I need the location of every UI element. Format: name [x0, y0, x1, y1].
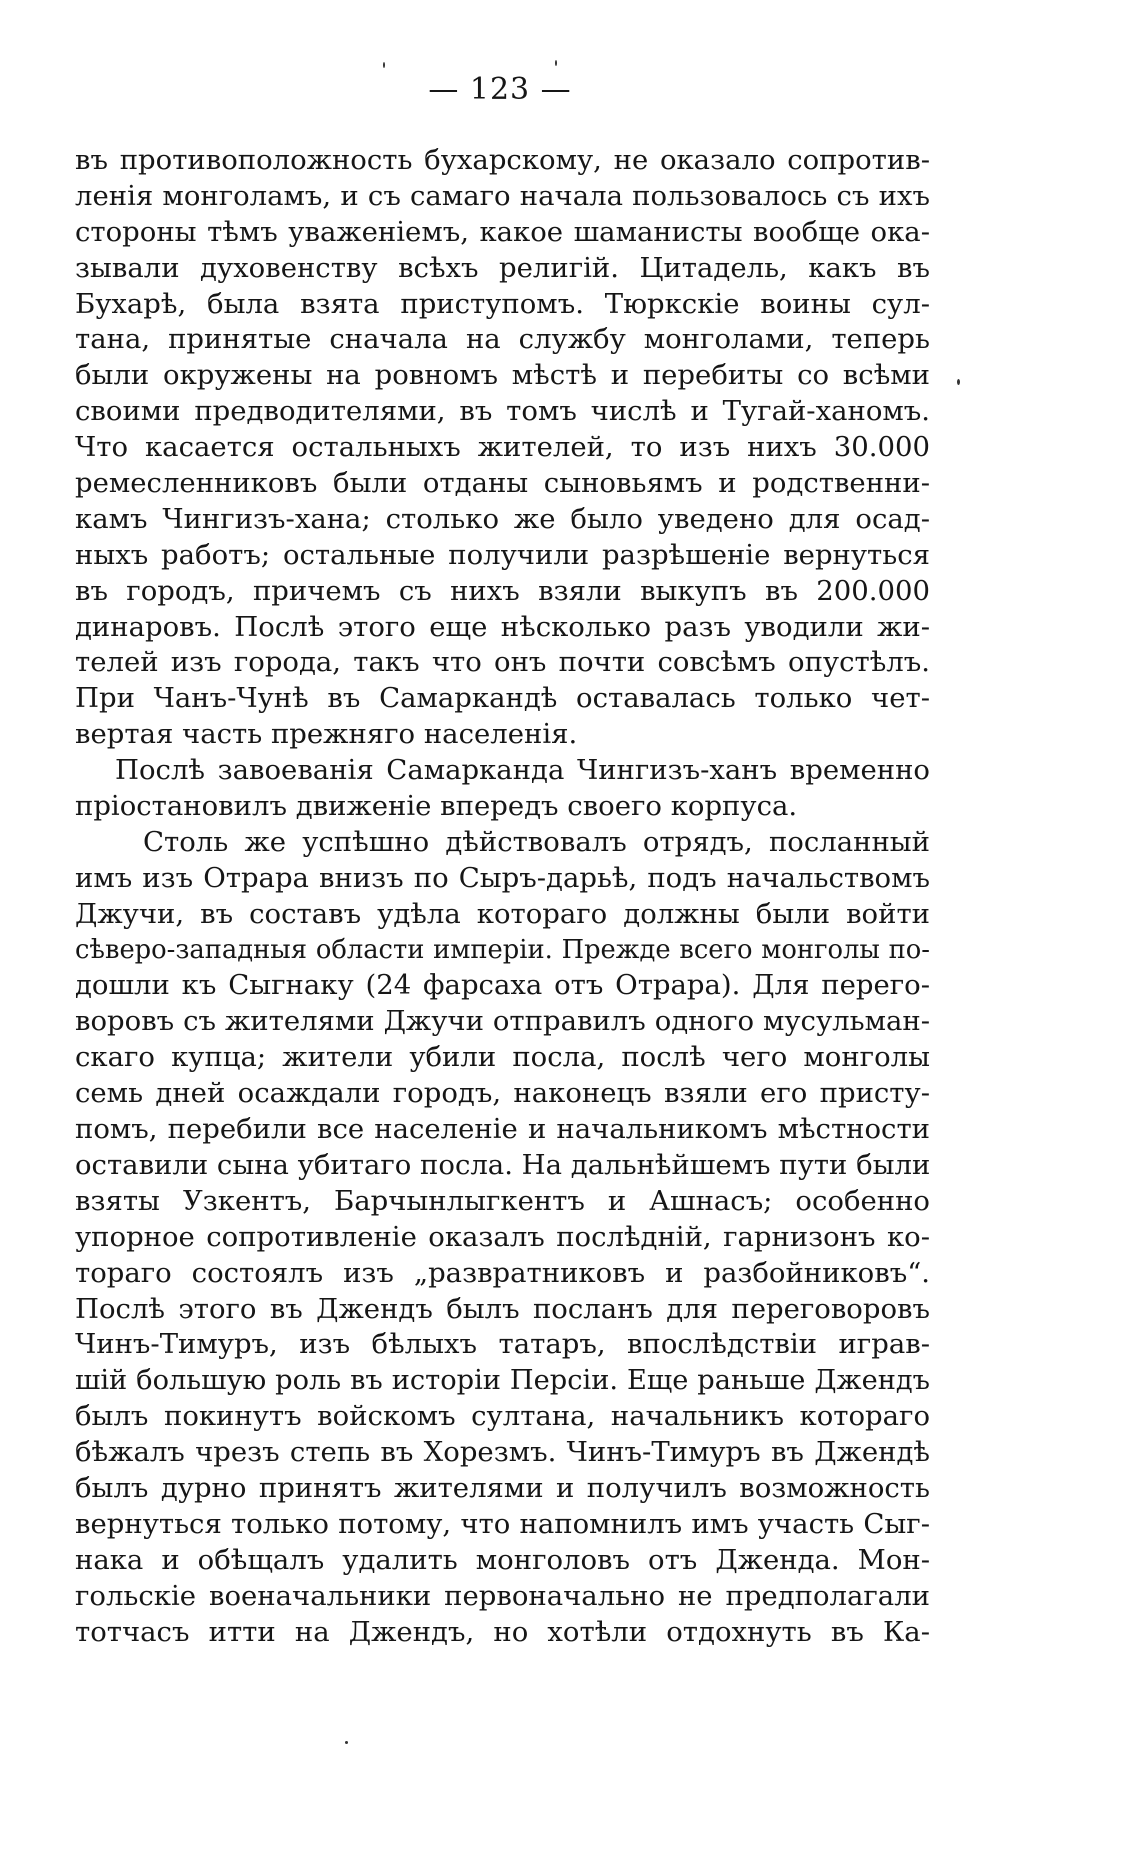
text-line: Послѣ этого въ Джендъ былъ посланъ для переговоровъ — [75, 1292, 930, 1325]
text-line: былъ покинутъ войскомъ султана, начальникъ котораго — [75, 1400, 930, 1433]
text-line: Бухарѣ, была взята приступомъ. Тюркскіе воины сул- — [75, 287, 930, 320]
body-text — [75, 143, 930, 1650]
text-line: камъ Чингизъ-хана; столько же было уведено для осад- — [75, 502, 930, 535]
text-line: телей изъ города, такъ что онъ почти совсѣмъ опустѣлъ. — [75, 646, 930, 679]
text-line: въ городъ, причемъ съ нихъ взяли выкупъ въ 200.000 — [75, 574, 930, 607]
text-line: бѣжалъ чрезъ степь въ Хорезмъ. Чинъ-Тимуръ въ Джендѣ — [75, 1436, 930, 1469]
text-line: Столь же успѣшно дѣйствовалъ отрядъ, посланный — [143, 825, 930, 858]
text-line: пріостановилъ движеніе впередъ своего корпуса. — [75, 790, 798, 823]
text-line: своими предводителями, въ томъ числѣ и Тугай-ханомъ. — [75, 395, 930, 428]
text-line: былъ дурно принятъ жителями и получилъ возможность — [75, 1471, 930, 1504]
text-line: Послѣ завоеванія Самарканда Чингизъ-ханъ временно — [115, 754, 930, 787]
text-line: скаго купца; жители убили посла, послѣ чего монголы — [75, 1041, 930, 1074]
text-line: тана, принятые сначала на службу монголами, теперь — [75, 323, 930, 356]
text-line: дошли къ Сыгнаку (24 фарсаха отъ Отрара). Для перего- — [75, 969, 930, 1002]
text-line: ныхъ работъ; остальные получили разрѣшеніе вернуться — [75, 538, 930, 571]
text-line: шій большую роль въ исторіи Персіи. Еще раньше Джендъ — [75, 1365, 930, 1397]
text-line: вернуться только потому, что напомнилъ имъ участь Сыг- — [75, 1507, 930, 1540]
scan-speck — [957, 379, 960, 385]
text-line: упорное сопротивленіе оказалъ послѣдній, гарнизонъ ко- — [75, 1220, 930, 1253]
text-line: Что касается остальныхъ жителей, то изъ нихъ 30.000 — [75, 431, 930, 464]
text-line: взяты Узкентъ, Барчынлыгкентъ и Ашнасъ; особенно — [75, 1184, 930, 1217]
text-line: ремесленниковъ были отданы сыновьямъ и родственни- — [75, 467, 930, 500]
text-line: стороны тѣмъ уваженіемъ, какое шаманисты вообще ока- — [75, 215, 930, 248]
text-line: ленія монголамъ, и съ самаго начала пользовалось съ ихъ — [75, 179, 930, 212]
text-line: были окружены на ровномъ мѣстѣ и перебиты со всѣми — [75, 359, 930, 392]
scan-speck — [345, 1741, 348, 1744]
text-line: въ противоположность бухарскому, не оказало сопротив- — [75, 144, 930, 176]
text-line: воровъ съ жителями Джучи отправилъ одного мусульман- — [75, 1005, 930, 1038]
text-line: При Чанъ-Чунѣ въ Самаркандѣ оставалась только чет- — [75, 682, 930, 715]
text-line: имъ изъ Отрара внизъ по Сыръ-дарьѣ, подъ начальствомъ — [75, 861, 930, 894]
text-line: помъ, перебили все населеніе и начальникомъ мѣстности — [75, 1113, 930, 1146]
text-line: Джучи, въ составъ удѣла котораго должны были войти — [75, 897, 930, 930]
text-line: гольскіе военачальники первоначально не предполагали — [75, 1579, 930, 1612]
text-line: нака и обѣщалъ удалить монголовъ отъ Дженда. Мон- — [75, 1543, 930, 1576]
scan-speck — [383, 62, 385, 68]
text-line: Чинъ-Тимуръ, изъ бѣлыхъ татаръ, впослѣдствіи играв- — [75, 1328, 930, 1361]
text-line: сѣверо-западныя области имперіи. Прежде всего монголы по- — [75, 934, 930, 965]
page-number: — 123 — — [428, 72, 572, 107]
text-line: тораго состоялъ изъ „развратниковъ и разбойниковъ“. — [75, 1256, 930, 1289]
text-line: динаровъ. Послѣ этого еще нѣсколько разъ уводили жи- — [75, 610, 930, 643]
text-line: вертая часть прежняго населенія. — [75, 718, 578, 751]
text-line: тотчасъ итти на Джендъ, но хотѣли отдохнуть въ Ка- — [75, 1615, 930, 1648]
text-line: оставили сына убитаго посла. На дальнѣйшемъ пути были — [75, 1148, 930, 1181]
text-line: семь дней осаждали городъ, наконецъ взяли его присту- — [75, 1077, 930, 1110]
scan-speck — [555, 60, 557, 66]
text-line: зывали духовенству всѣхъ религій. Цитадель, какъ въ — [75, 251, 930, 284]
